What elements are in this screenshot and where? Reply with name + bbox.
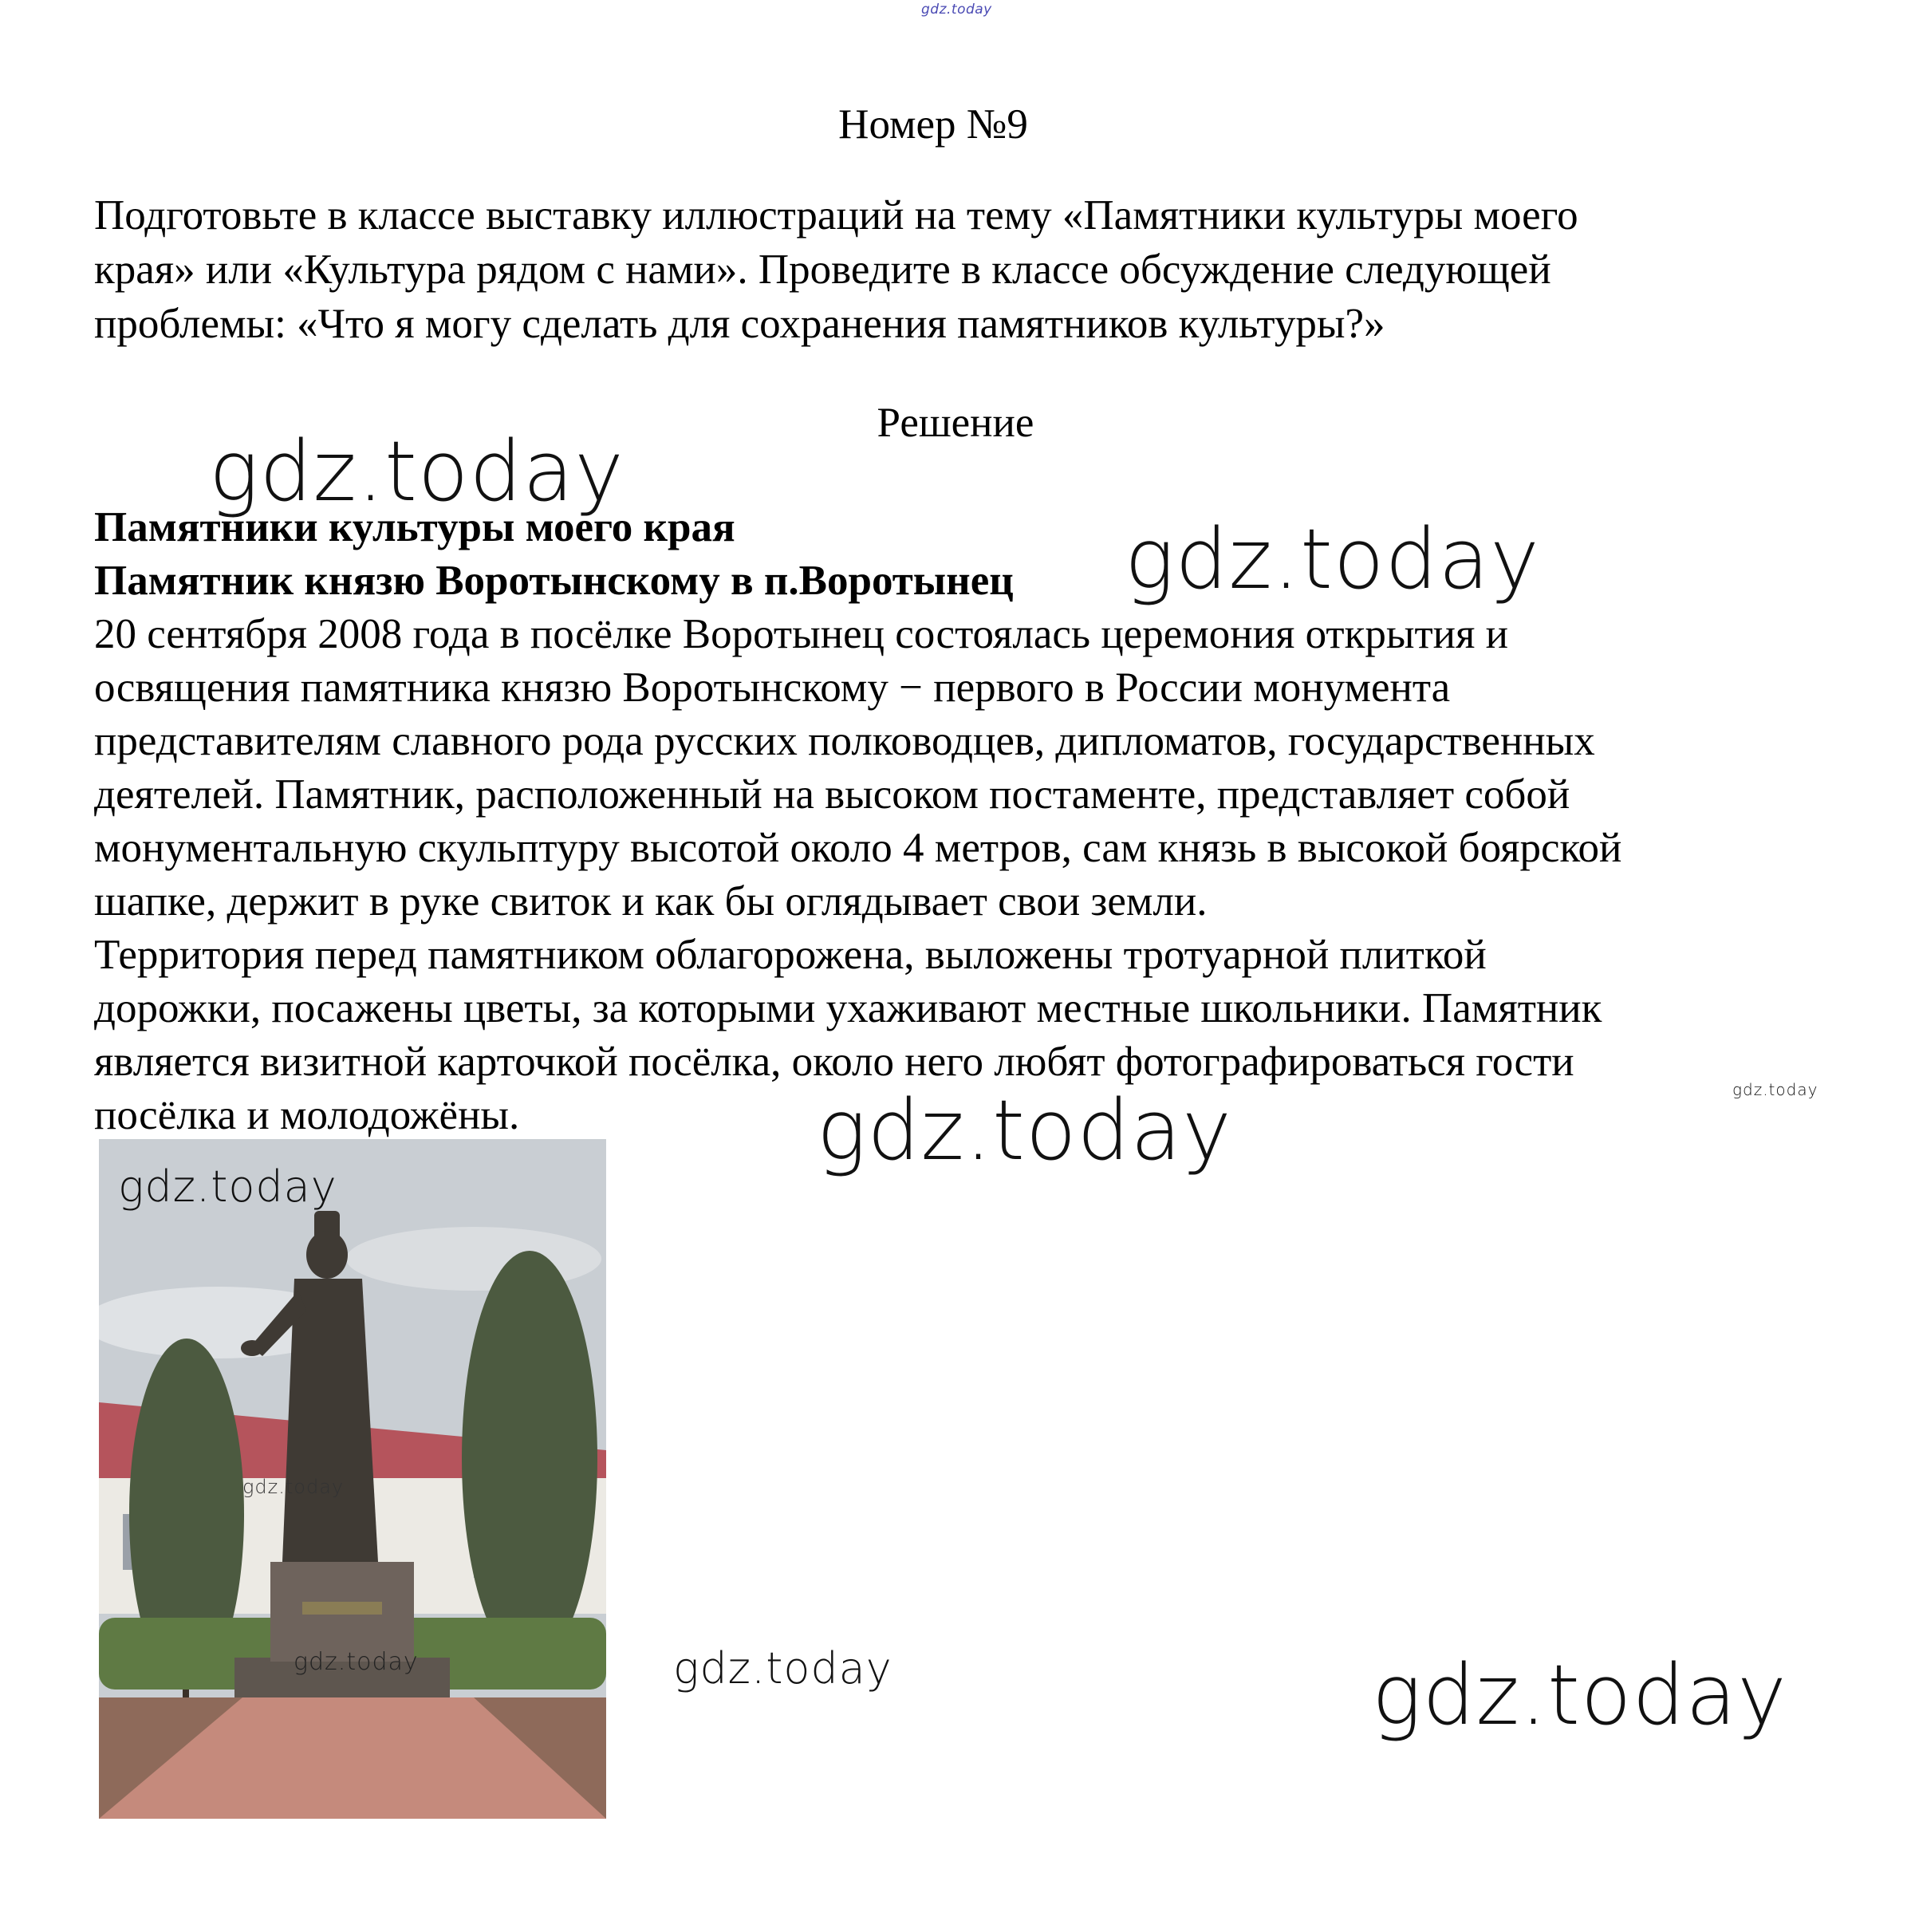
top-watermark: gdz.today <box>921 2 992 18</box>
task-line: края» или «Культура рядом с нами». Проведите в классе обсуждение следующей <box>94 246 1551 293</box>
paragraph-line: шапке, держит в руке свиток и как бы оглядывает свои земли. <box>94 878 1208 925</box>
watermark: gdz.today <box>1372 1646 1787 1744</box>
paragraph-line: представителям славного рода русских полководцев, дипломатов, государственных <box>94 718 1595 764</box>
task-line: проблемы: «Что я могу сделать для сохранения памятников культуры?» <box>94 301 1385 347</box>
solution-content <box>94 501 1849 1142</box>
watermark: gdz.today <box>242 1476 345 1498</box>
paragraph-line: монументальную скульптуру высотой около 4 метров, сам князь в высокой боярской <box>94 825 1622 871</box>
paragraph-line: деятелей. Памятник, расположенный на высоком постаменте, представляет собой <box>94 771 1570 818</box>
paragraph-line: посёлка и молодожёны. <box>94 1092 520 1138</box>
watermark: gdz.today <box>209 423 625 520</box>
paragraph-line: дорожки, посажены цветы, за которыми ухаживают местные школьники. Памятник <box>94 985 1602 1031</box>
paragraph-line: Территория перед памятником облагорожена, выложены тротуарной плиткой <box>94 932 1487 978</box>
paragraph-line: 20 сентября 2008 года в посёлке Воротынец состоялась церемония открытия и <box>94 611 1508 657</box>
task-line: Подготовьте в классе выставку иллюстраций на тему «Памятники культуры моего <box>94 192 1578 239</box>
monument-heading: Памятник князю Воротынскому в п.Воротынец <box>94 558 1014 604</box>
paragraph-line: освящения памятника князю Воротынскому − первого в России монумента <box>94 664 1451 711</box>
photo-tree-right <box>462 1251 597 1666</box>
watermark: gdz.today <box>673 1643 892 1693</box>
paragraph-line: является визитной карточкой посёлка, около него любят фотографироваться гости <box>94 1039 1574 1085</box>
watermark: gdz.today <box>1125 511 1540 608</box>
watermark: gdz.today <box>294 1648 419 1676</box>
task-text <box>94 188 1833 351</box>
page-title: Номер №9 <box>838 101 1028 148</box>
monument-photo <box>99 1139 606 1819</box>
watermark: gdz.today <box>1732 1080 1818 1099</box>
watermark: gdz.today <box>817 1082 1232 1179</box>
section-heading: Памятники культуры моего края <box>94 504 735 550</box>
solution-heading: Решение <box>877 400 1034 446</box>
watermark: gdz.today <box>118 1161 337 1212</box>
